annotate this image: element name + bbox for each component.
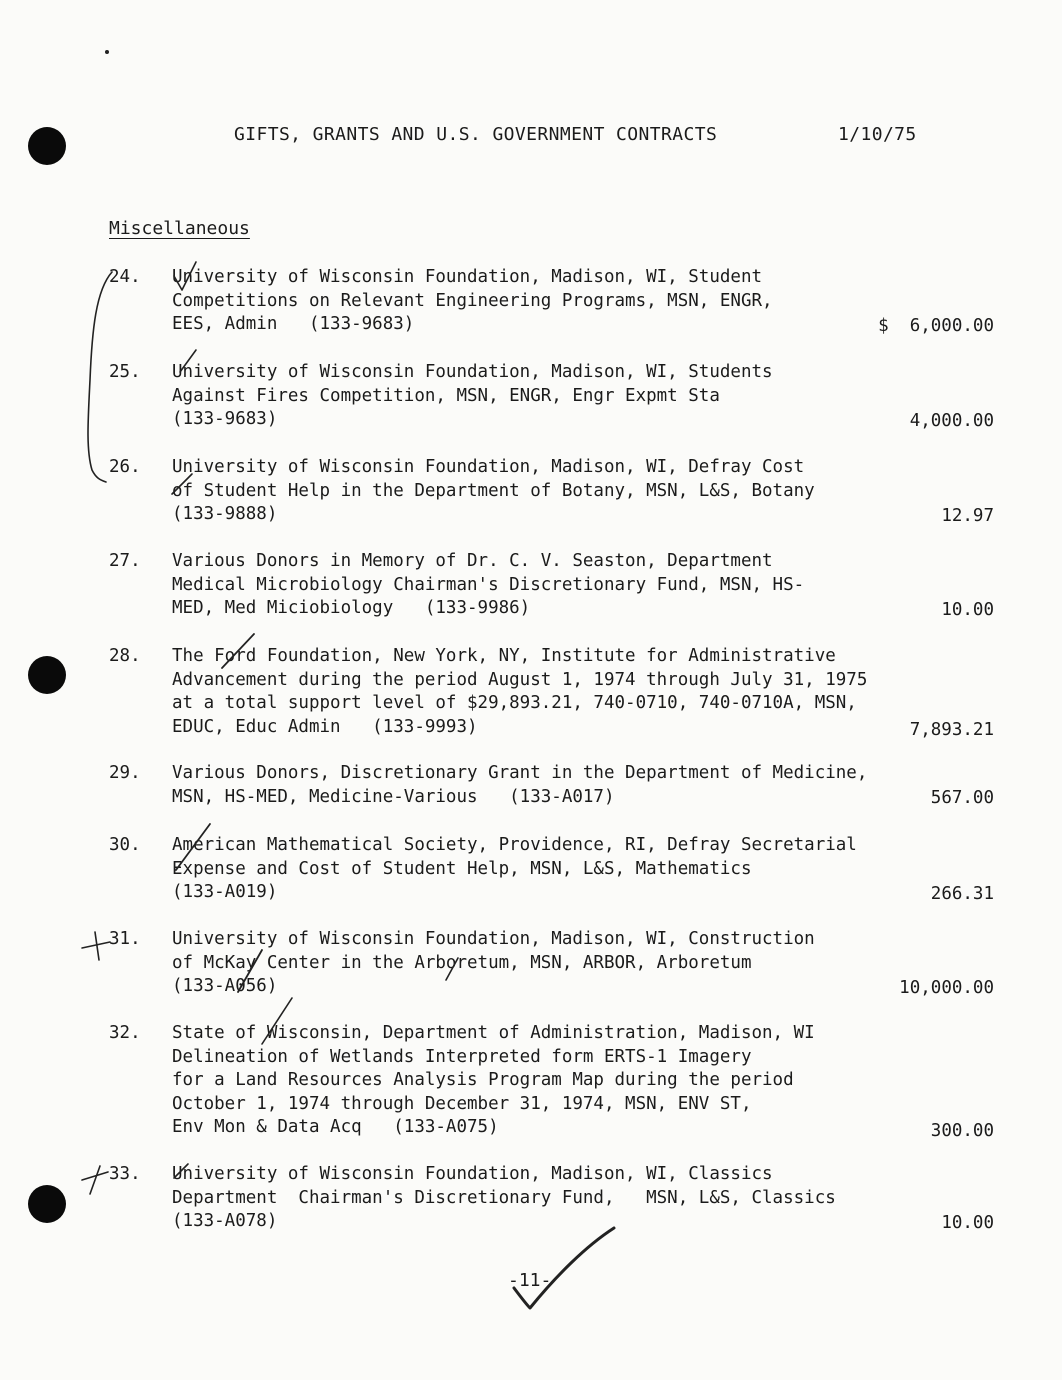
entry-number: 27. <box>109 551 141 571</box>
entry-description-line: University of Wisconsin Foundation, Madison, WI, Classics <box>172 1164 773 1184</box>
cross-mark-33a <box>82 1172 108 1180</box>
entry-description-line: for a Land Resources Analysis Program Map during the period <box>172 1070 794 1091</box>
entry-amount: $ 6,000.00 <box>878 316 994 337</box>
entry-number: 32. <box>109 1023 141 1043</box>
entry-number: 25. <box>109 362 141 382</box>
entry-description-line: University of Wisconsin Foundation, Madison, WI, Defray Cost <box>172 457 805 477</box>
punch-hole-bottom <box>28 1185 66 1223</box>
punch-hole-middle <box>28 656 66 694</box>
entry-description-line: Medical Microbiology Chairman's Discretionary Fund, MSN, HS- <box>172 574 805 595</box>
entry-amount: 12.97 <box>941 506 994 527</box>
section-title: Miscellaneous <box>109 218 250 239</box>
entry-amount: 266.31 <box>930 884 994 905</box>
entry-description-line: MSN, HS-MED, Medicine-Various (133-A017) <box>172 786 615 807</box>
entry-description-line: Various Donors in Memory of Dr. C. V. Seaston, Department <box>172 551 773 571</box>
entry-description-line: Various Donors, Discretionary Grant in the Department of Medicine, <box>172 763 868 783</box>
entry-description-line: Delineation of Wetlands Interpreted form ERTS-1 Imagery <box>172 1046 752 1067</box>
entry-number: 31. <box>109 929 141 949</box>
entry-description-line: American Mathematical Society, Providence, RI, Defray Secretarial <box>172 835 857 855</box>
entry-number: 26. <box>109 457 141 477</box>
entry-description <box>172 456 892 527</box>
entry-description-line: (133-9888) <box>172 504 278 525</box>
header-date: 1/10/75 <box>838 124 917 145</box>
entry-amount: 10.00 <box>941 600 994 621</box>
page-header <box>234 124 934 145</box>
entry-amount: 300.00 <box>930 1121 994 1142</box>
entry-description-line: (133-A056) <box>172 976 278 997</box>
entry-number: 30. <box>109 835 141 855</box>
entry-amount: 4,000.00 <box>909 411 994 432</box>
entry-description-line: Env Mon & Data Acq (133-A075) <box>172 1117 499 1138</box>
entry-description-line: EES, Admin (133-9683) <box>172 314 415 335</box>
entry-description-line: Against Fires Competition, MSN, ENGR, Engr Expmt Sta <box>172 385 720 406</box>
entry-description <box>172 1163 892 1234</box>
entry-number: 24. <box>109 267 141 287</box>
entry-amount: 7,893.21 <box>909 719 994 740</box>
entry-description-line: of Student Help in the Department of Botany, MSN, L&S, Botany <box>172 480 815 501</box>
entry-description-line: MED, Med Miciobiology (133-9986) <box>172 598 531 619</box>
entry-description <box>172 361 892 432</box>
large-check-mark <box>514 1228 614 1308</box>
entry-description-line: University of Wisconsin Foundation, Madison, WI, Construction <box>172 929 815 949</box>
entry-description-line: The Ford Foundation, New York, NY, Institute for Administrative <box>172 646 836 666</box>
entry-amount: 10.00 <box>941 1213 994 1234</box>
entry-description-line: Department Chairman's Discretionary Fund, MSN, L&S, Classics <box>172 1187 836 1208</box>
entry-description <box>172 928 892 999</box>
cross-mark-33b <box>90 1166 100 1194</box>
entry-description <box>172 550 892 621</box>
entry-description-line: Expense and Cost of Student Help, MSN, L&S, Mathematics <box>172 858 752 879</box>
entry-description-line: Competitions on Relevant Engineering Programs, MSN, ENGR, <box>172 290 773 311</box>
entry-amount: 567.00 <box>930 787 994 808</box>
entry-number: 28. <box>109 646 141 666</box>
entry-description-line: (133-A019) <box>172 882 278 903</box>
entry-number: 33. <box>109 1164 141 1184</box>
speck-mark <box>105 50 109 54</box>
entry-number: 29. <box>109 763 141 783</box>
entry-amount: 10,000.00 <box>899 978 994 999</box>
entry-description-line: University of Wisconsin Foundation, Madison, WI, Students <box>172 362 773 382</box>
entry-description-line: October 1, 1974 through December 31, 1974, MSN, ENV ST, <box>172 1093 752 1114</box>
entry-description-line: (133-A078) <box>172 1211 278 1232</box>
header-title: GIFTS, GRANTS AND U.S. GOVERNMENT CONTRACTS <box>234 124 718 145</box>
punch-hole-top <box>28 127 66 165</box>
entry-description <box>172 762 892 809</box>
cross-mark-31b <box>95 932 99 960</box>
entry-description-line: (133-9683) <box>172 409 278 430</box>
entry-description <box>172 266 892 337</box>
entry-description-line: University of Wisconsin Foundation, Madison, WI, Student <box>172 267 763 287</box>
entry-description <box>172 1022 892 1140</box>
cross-mark-31a <box>82 942 110 948</box>
entry-description-line: at a total support level of $29,893.21, 740-0710, 740-0710A, MSN, <box>172 693 857 714</box>
entry-description-line: EDUC, Educ Admin (133-9993) <box>172 716 478 737</box>
entry-description-line: State of Wisconsin, Department of Administration, Madison, WI <box>172 1023 815 1043</box>
entry-description <box>172 834 892 905</box>
entry-description <box>172 645 892 739</box>
entry-description-line: of McKay Center in the Arboretum, MSN, ARBOR, Arboretum <box>172 952 752 973</box>
page-number: -11- <box>508 1270 552 1291</box>
entry-description-line: Advancement during the period August 1, 1974 through July 31, 1975 <box>172 669 868 690</box>
